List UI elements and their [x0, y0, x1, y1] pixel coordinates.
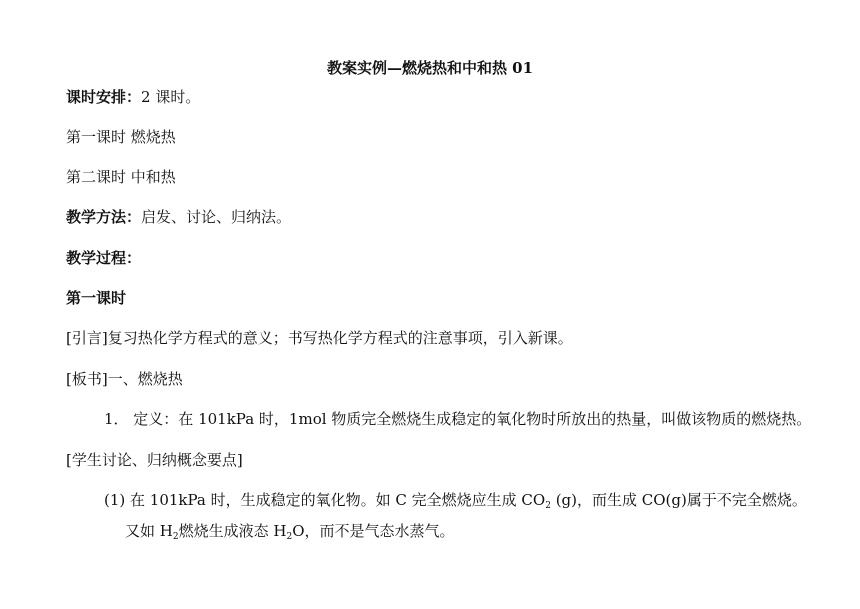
point1-cont-subscript-a: 2 [172, 532, 179, 542]
discussion-line: [学生讨论、归纳概念要点] [66, 451, 243, 469]
method-label: 教学方法： [66, 208, 142, 226]
schedule-value: 2 课时。 [141, 88, 201, 106]
point1-continuation [125, 521, 455, 541]
document-title: 教案实例—燃烧热和中和热 01 [326, 59, 534, 77]
intro-paragraph: [引言]复习热化学方程式的意义；书写热化学方程式的注意事项，引入新课。 [66, 329, 573, 347]
point1-cont-text-b: 燃烧生成液态 H [178, 522, 287, 540]
schedule-line [66, 87, 200, 107]
lesson1-line: 第一课时 燃烧热 [66, 128, 176, 146]
point1-text-b: (g)，而生成 CO(g)属于不完全燃烧。 [550, 491, 807, 509]
method-line [66, 207, 291, 227]
first-lesson-heading: 第一课时 [66, 289, 127, 307]
point1-cont-subscript-b: 2 [286, 532, 293, 542]
method-value: 启发、讨论、归纳法。 [141, 208, 292, 226]
point1-text-a: (1) 在 101kPa 时，生成稳定的氧化物。如 C 完全燃烧应生成 CO [104, 491, 546, 509]
definition-paragraph: 1． 定义：在 101kPa 时，1mol 物质完全燃烧生成稳定的氧化物时所放出的热量，叫做该物质的燃烧热。 [104, 410, 812, 428]
lesson2-line: 第二课时 中和热 [66, 168, 176, 186]
point1-cont-text-c: O，而不是气态水蒸气。 [292, 522, 455, 540]
process-heading: 教学过程： [66, 249, 142, 267]
board-line: [板书]一、燃烧热 [66, 370, 183, 388]
point1-cont-text-a: 又如 H [125, 522, 173, 540]
point1-subscript: 2 [545, 501, 551, 511]
schedule-label: 课时安排： [66, 88, 142, 106]
point1-paragraph [104, 490, 807, 510]
